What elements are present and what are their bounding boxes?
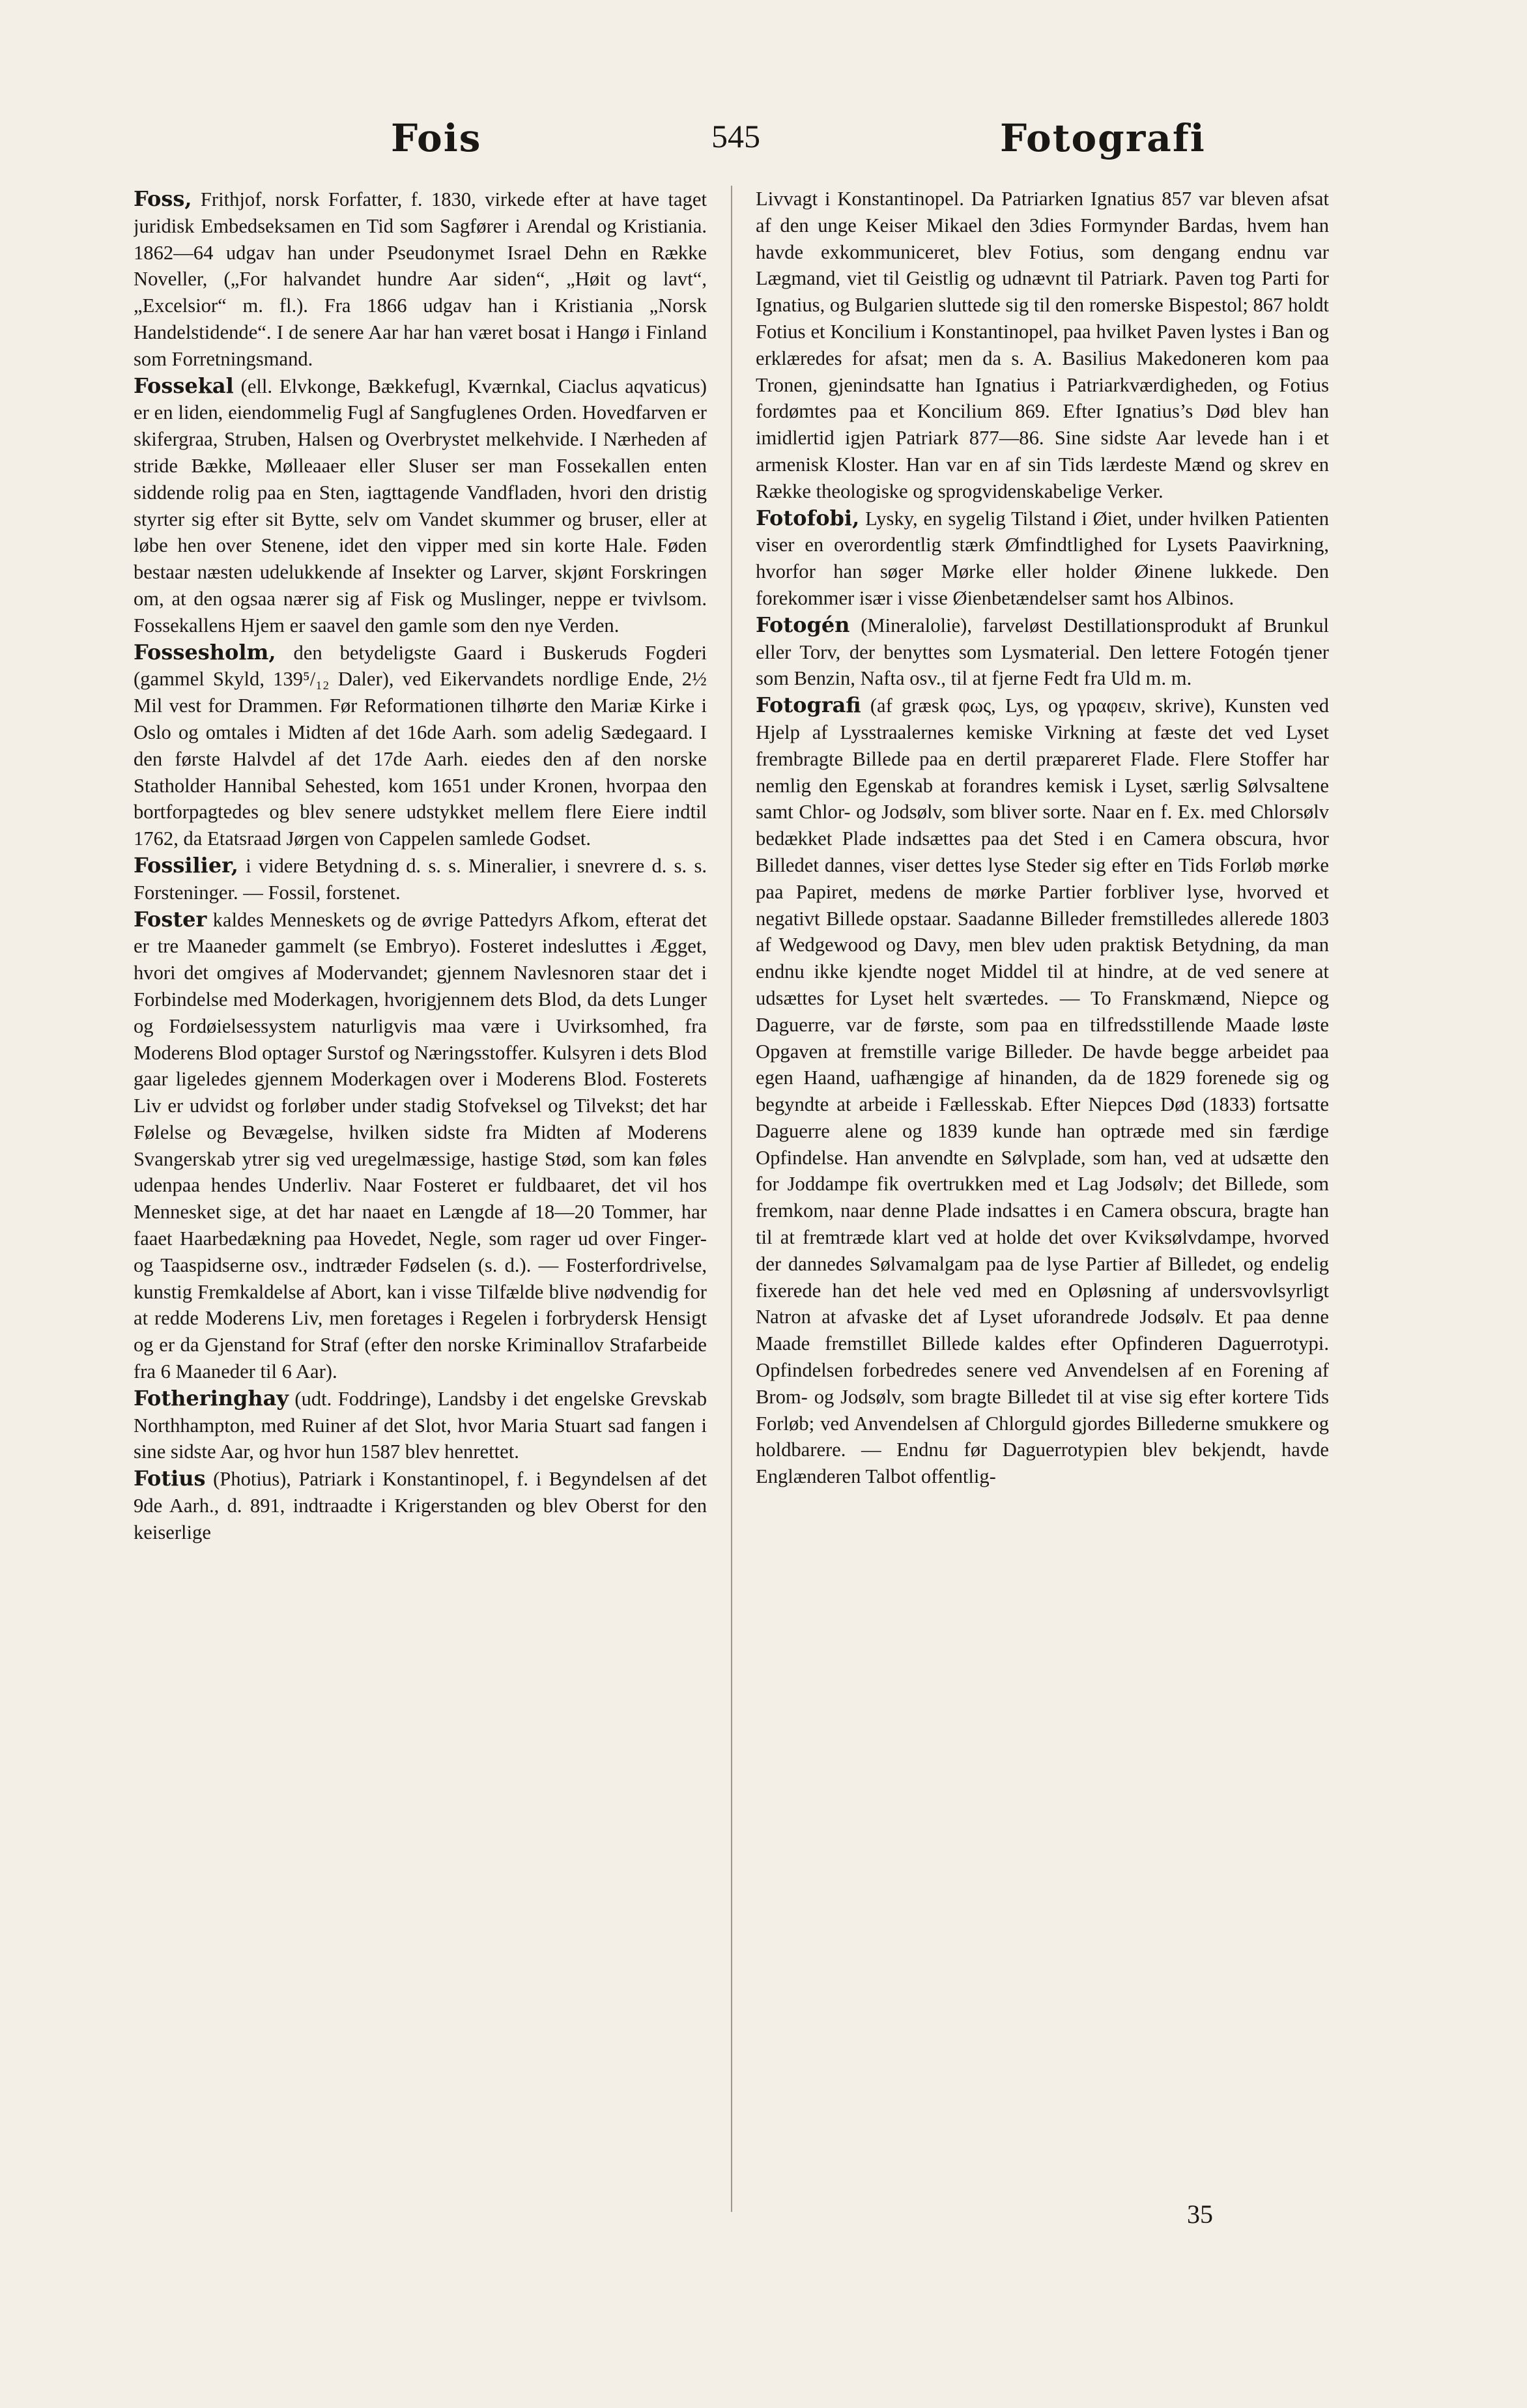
entry-fossilier [134,852,707,906]
entry-text: Livvagt i Konstantinopel. Da Patriarken Ignatius 857 var bleven afsat af den unge Keiser Mikael den 3dies Formynder Bardas, hvem han havde exkommuniceret, blev Fotius, som dengang endnu var Lægmand, viet til Geistlig og udnævnt til Patriark. Paven tog Parti for Ignatius, og Bulgarien sluttede sig til den romerske Bispestol; 867 holdt Fotius et Koncilium i Konstantinopel, paa hvilket Paven lystes i Ban og erklæredes for afsat; men da s. A. Basilius Makedoneren kom paa Tronen, gjenindsatte han Ignatius i Patriarkværdigheden, og Fotius fordømtes paa et Koncilium 869. Efter Ignatius’s Død blev han imidlertid igjen Patriark 877—86. Sine sidste Aar levede han i et armenisk Kloster. Han var en af sin Tids lærdeste Mænd og skrev en Række theologiske og sprogvidenskabelige Verker. [756,188,1329,502]
headword: Fossilier, [134,852,238,878]
headword: Foss, [134,186,192,211]
right-column [756,186,1329,2212]
entry-fotografi [756,692,1329,1490]
entry-fossekal [134,373,707,639]
entry-fotogen [756,612,1329,692]
entry-fotius-continued [756,186,1329,505]
entry-text: (Photius), Patriark i Konstantinopel, f. i Begyndelsen af det 9de Aarh., d. 891, indtraadte i Krigerstanden og blev Oberst for den keiserlige [134,1468,707,1543]
headword: Fossekal [134,373,234,398]
guide-word-right: Fotografi [1000,116,1206,160]
running-head [0,111,1527,163]
entry-fossesholm [134,639,707,852]
entry-text: Frithjof, norsk Forfatter, f. 1830, virkede efter at have taget juridisk Embedseksamen en Tid som Sagfører i Arendal og Kristiania. 1862—64 udgav han under Pseudonymet Israel Dehn en Række Noveller, („For halvandet hundre Aar siden“, „Høit og lavt“, „Excelsior“ m. fl.). Fra 1866 udgav han i Kristiania „Norsk Handelstidende“. I de senere Aar har han været bosat i Hangø i Finland som Forretningsmand. [134,188,707,370]
entry-text: Lysky, en sygelig Tilstand i Øiet, under hvilken Patienten viser en overordentlig stærk Ømfindtlighed for Lysets Paavirkning, hvorfor han søger Mørke eller holder Øinene lukkede. Den forekommer især i visse Øienbetændelser samt hos Albinos. [756,507,1329,609]
entry-text: (Mineralolie), farveløst Destillationsprodukt af Brunkul eller Torv, der benyttes som Lysmaterial. Den lettere Fotogén tjener som Benzin, Nafta osv., til at fjerne Fedt fra Uld m. m. [756,614,1329,690]
entry-text: kaldes Menneskets og de øvrige Pattedyrs Afkom, efterat det er tre Maaneder gammelt (se Embryo). Fosteret indesluttes i Ægget, hvori det omgives af Modervandet; gjennem Navlesnoren staar det i Forbindelse med Moderkagen, hvorigjennem dets Blod, da dets Lunger og Fordøielsessystem naturligvis maa være i Uvirksomhed, fra Moderens Blod optager Surstof og Næringsstoffer. Kulsyren i dets Blod gaar ligeledes gjennem Moderkagen over i Moderens Blod. Fosterets Liv er udvidst og forløber under stadig Stofveksel og Tilvekst; det har Følelse og Bevægelse, hvilken sidste fra Midten af Moderens Svangerskab ytrer sig ved uregelmæssige, hastige Stød, som kan føles udenpaa hendes Underliv. Naar Fosteret er fuldbaaret, det vil hos Mennesket sige, at det har naaet en Længde af 18—20 Tommer, har faaet Haarbedækning paa Hovedet, Negle, som rager ud over Finger- og Taaspidserne osv., indtræder Fødselen (s. d.). — Fosterfordrivelse, kunstig Fremkaldelse af Abort, kan i visse Tilfælde blive nødvendig for at redde Moderens Liv, men foretages i Regelen i forbrydersk Hensigt og er da Gjenstand for Straf (efter den norske Kriminallov Strafarbeide fra 6 Maaneder til 6 Aar). [134,908,707,1383]
left-column [134,186,707,2212]
entry-fotofobi [756,505,1329,612]
page-number: 545 [711,118,760,154]
headword: Fotofobi, [756,505,860,530]
column-divider [731,186,732,2212]
headword: Foster [134,906,207,932]
guide-word-left: Fois [391,116,482,160]
entry-text: (af græsk φως, Lys, og γραφειν, skrive), Kunsten ved Hjelp af Lysstraalernes kemiske Virkning at fæste det ved Lyset frembragte Billede paa en dertil præpareret Flade. Flere Stoffer har nemlig den Egenskab at forandres kemisk i Lyset, særlig Sølvsaltene samt Chlor- og Jodsølv, som bliver sorte. Naar en f. Ex. med Chlorsølv bedækket Plade indsættes paa det Sted i en Camera obscura, hvor Billedet dannes, viser dettes lyse Steder sig efter en Tids Forløb mørke paa Papiret, medens de mørke Partier forbliver lyse, hvorved et negativt Billede opstaar. Saadanne Billeder fremstilledes allerede 1803 af Wedgewood og Davy, men blev uden praktisk Betydning, da man endnu ikke kjendte noget Middel til at hindre, at de ved senere at udsættes for Lyset helt sværtedes. — To Franskmænd, Niepce og Daguerre, var de første, som paa en tilfredsstillende Maade løste Opgaven at fremstille varige Billeder. De havde begge arbeidet paa egen Haand, uafhængige af hinanden, da de 1829 forenede sig og begyndte at arbeide i Fællesskab. Efter Niepces Død (1833) fortsatte Daguerre alene og 1839 kunde han optræde med sin færdige Opfindelse. Han anvendte en Sølvplade, som han, ved at udsætte den for Joddampe fik overtrukken med et Lag Jodsølv; det Billede, som fremkom, naar denne Plade indsattes i en Camera obscura, bragte han til at fremtræde klart ved at holde det over Kviksølvdampe, hvorved der dannedes Sølvamalgam paa de lyse Partier af Billedet, og endelig fixerede han det hele ved med en Opløsning af undersvovlsyrligt Natron at afvaske det af Lyset uforandrede Jodsølv. Et paa denne Maade fremstillet Billede kaldes efter Opfinderen Daguerrotypi. Opfindelsen forbedredes senere ved Anvendelsen af en Forening af Brom- og Jodsølv, som bragte Billedet til at vise sig efter kortere Tids Forløb; ved Anvendelsen af Chlorguld gjordes Billederne smukkere og holdbarere. — Endnu før Daguerrotypien blev bekjendt, havde Englænderen Talbot offentlig- [756,695,1329,1488]
headword: Fotogén [756,612,850,637]
headword: Fotografi [756,693,861,718]
headword: Fotheringhay [134,1385,289,1411]
headword: Fotius [134,1466,206,1491]
entry-foss [134,186,707,373]
entry-text: (ell. Elvkonge, Bækkefugl, Kværnkal, Ciaclus aqvaticus) er en liden, eiendommelig Fugl af Sangfuglenes Orden. Hovedfarven er skifergraa, Struben, Halsen og Overbrystet melkehvide. I Nærheden af stride Bække, Mølleaaer eller Sluser ser man Fossekallen enten siddende rolig paa en Sten, iagttagende Vandfladen, hvori den dristig styrter sig efter sit Bytte, selv om Vandet skummer og bruser, eller at løbe hen over Stenene, idet den vipper med sin korte Hale. Føden bestaar næsten udelukkende af Insekter og Larver, skjønt Forskringen om, at den ogsaa nærer sig af Fisk og Muslinger, neppe er tvivlsom. Fossekallens Hjem er saavel den gamle som den nye Verden. [134,375,707,637]
entry-fotheringhay [134,1385,707,1465]
headword: Fossesholm, [134,639,276,665]
entry-text: (udt. Foddringe), Landsby i det engelske Grevskab Northhampton, med Ruiner af det Slot, hvor Maria Stuart sad fangen i sine sidste Aar, og hvor hun 1587 blev henrettet. [134,1387,707,1463]
entry-fotius [134,1465,707,1545]
entry-text: i videre Betydning d. s. s. Mineralier, i snevrere d. s. s. Forsteninger. — Fossil, forstenet. [134,854,707,904]
entry-foster [134,906,707,1385]
entry-text: den betydeligste Gaard i Buskeruds Fogderi (gammel Skyld, 139⁵/₁₂ Daler), ved Eikervandets nordlige Ende, 2½ Mil vest for Drammen. Før Reformationen tilhørte den Mariæ Kirke i Oslo og omtales i Midten af det 16de Aarh. som adelig Sædegaard. I den første Halvdel af det 17de Aarh. eiedes den af den norske Statholder Hannibal Sehested, kom 1651 under Kronen, hvorpaa den bortforpagtedes og blev senere udstykket mellem flere Eiere indtil 1762, da Etatsraad Jørgen von Cappelen samlede Godset. [134,641,707,850]
signature-mark: 35 [1187,2200,1213,2229]
